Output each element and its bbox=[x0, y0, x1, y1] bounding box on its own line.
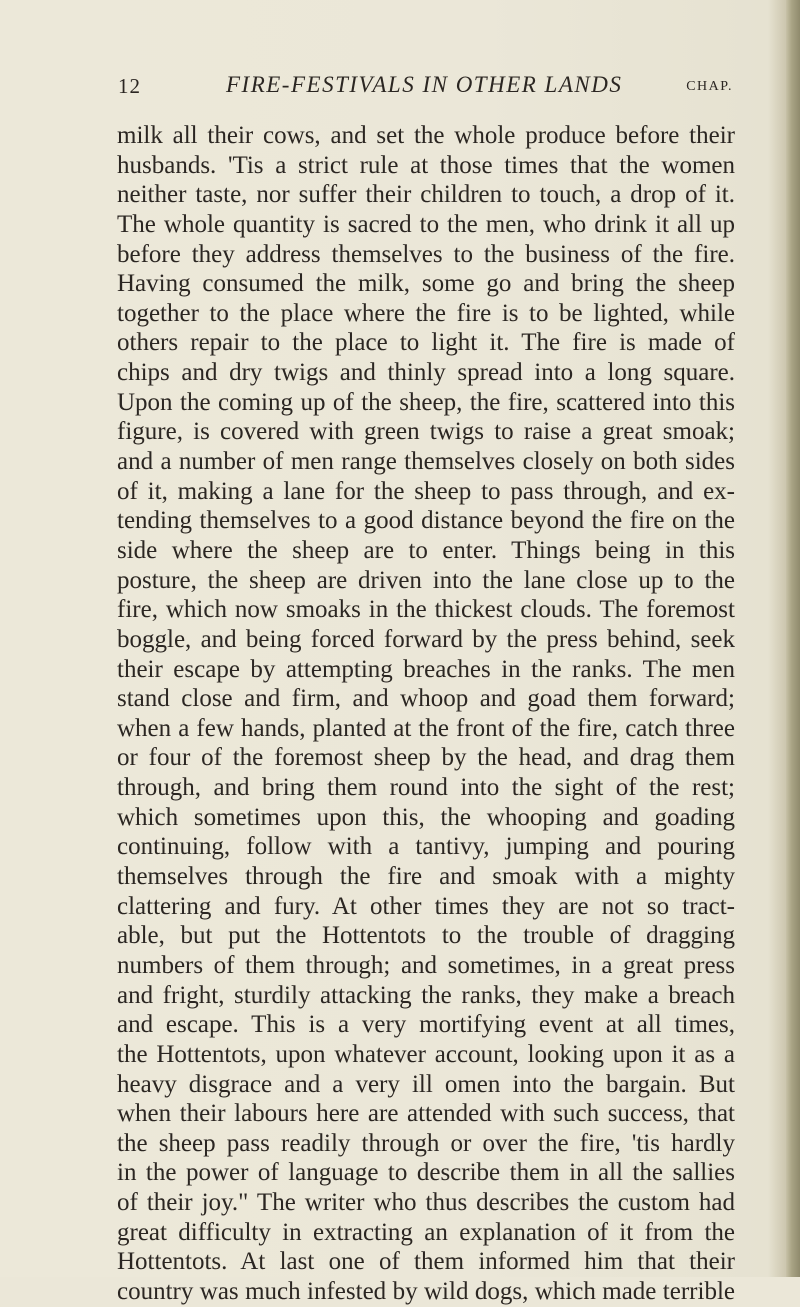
text-line: and fright, sturdily attacking the ranks, they make a breach bbox=[117, 981, 735, 1009]
text-line: or four of the foremost sheep by the head, and drag them bbox=[117, 744, 735, 772]
page-header bbox=[118, 74, 733, 114]
text-line: of their joy." The writer who thus describes the custom had bbox=[117, 1189, 735, 1217]
text-line: country was much infested by wild dogs, which made terrible bbox=[117, 1277, 735, 1305]
text-line: Upon the coming up of the sheep, the fire, scattered into this bbox=[117, 388, 735, 416]
text-line: which sometimes upon this, the whooping and goading bbox=[117, 803, 735, 831]
text-line: and escape. This is a very mortifying event at all times, bbox=[117, 1011, 735, 1039]
text-line: numbers of them through; and sometimes, in a great press bbox=[117, 951, 735, 979]
text-line: milk all their cows, and set the whole produce before their bbox=[117, 122, 735, 149]
text-line: their escape by attempting breaches in the ranks. The men bbox=[117, 655, 735, 683]
text-line: able, but put the Hottentots to the trouble of dragging bbox=[117, 922, 735, 950]
text-line: together to the place where the fire is to be lighted, while bbox=[117, 299, 735, 327]
text-line: heavy disgrace and a very ill omen into the bargain. But bbox=[117, 1070, 735, 1098]
chapter-label: CHAP. bbox=[686, 79, 733, 94]
text-line: clattering and fury. At other times they are not so tract- bbox=[117, 892, 735, 920]
text-line: neither taste, nor suffer their children to touch, a drop of it. bbox=[117, 181, 735, 209]
text-line: great difficulty in extracting an explanation of it from the bbox=[117, 1218, 735, 1246]
text-line: fire, which now smoaks in the thickest clouds. The foremost bbox=[117, 596, 735, 624]
text-line: side where the sheep are to enter. Things being in this bbox=[117, 536, 735, 564]
text-line: Having consumed the milk, some go and bring the sheep bbox=[117, 270, 735, 298]
text-line: the Hottentots, upon whatever account, looking upon it as a bbox=[117, 1040, 735, 1068]
text-line: Hottentots. At last one of them informed him that their bbox=[117, 1248, 735, 1276]
text-line: through, and bring them round into the sight of the rest; bbox=[117, 774, 735, 802]
text-line: boggle, and being forced forward by the press behind, seek bbox=[117, 625, 735, 653]
text-line: before they address themselves to the business of the fire. bbox=[117, 240, 735, 268]
text-line: chips and dry twigs and thinly spread into a long square. bbox=[117, 359, 735, 387]
text-line: the sheep pass readily through or over the fire, 'tis hardly bbox=[117, 1129, 735, 1157]
text-line: when a few hands, planted at the front of the fire, catch three bbox=[117, 714, 735, 742]
text-line: of it, making a lane for the sheep to pass through, and ex- bbox=[117, 477, 735, 505]
text-line: in the power of language to describe them in all the sallies bbox=[117, 1159, 735, 1187]
text-line: tending themselves to a good distance beyond the fire on the bbox=[117, 507, 735, 535]
text-line: posture, the sheep are driven into the lane close up to the bbox=[117, 566, 735, 594]
running-title: FIRE-FESTIVALS IN OTHER LANDS bbox=[226, 72, 623, 97]
page-number: 12 bbox=[118, 74, 141, 98]
text-line: The whole quantity is sacred to the men, who drink it all up bbox=[117, 210, 735, 238]
text-line: themselves through the fire and smoak with a mighty bbox=[117, 863, 735, 891]
text-line: continuing, follow with a tantivy, jumping and pouring bbox=[117, 833, 735, 861]
page-edge bbox=[786, 0, 800, 1277]
text-line: figure, is covered with green twigs to raise a great smoak; bbox=[117, 418, 735, 446]
text-line: husbands. 'Tis a strict rule at those times that the women bbox=[117, 151, 735, 179]
text-line: others repair to the place to light it. The fire is made of bbox=[117, 329, 735, 357]
body-text bbox=[117, 121, 735, 1307]
text-line: stand close and firm, and whoop and goad them forward; bbox=[117, 685, 735, 713]
text-line: and a number of men range themselves closely on both sides bbox=[117, 448, 735, 476]
text-line: when their labours here are attended with such success, that bbox=[117, 1100, 735, 1128]
